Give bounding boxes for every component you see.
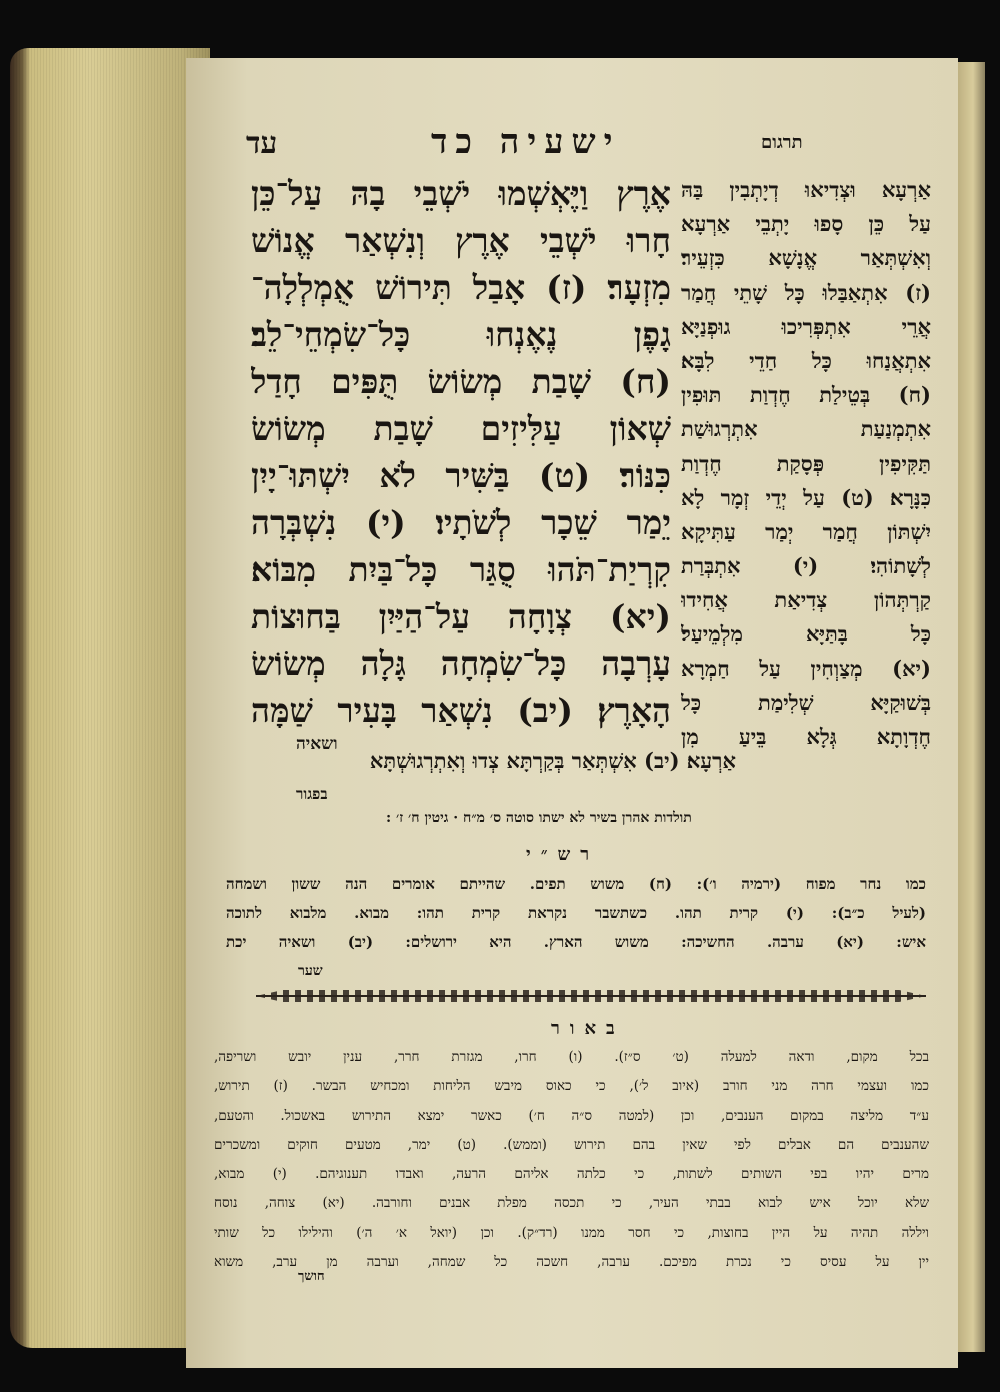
catchword-main: ושאיה (296, 734, 338, 754)
hebrew-line: עָרְבָה כָּל־שִׂמְחָה גָּלָה מְשׂוֹשׂ (251, 644, 671, 683)
hebrew-text-column (251, 170, 671, 734)
hebrew-line: חָרוּ יֹשְׁבֵי אֶרֶץ וְנִשְׁאַר אֱנוֹשׁ (251, 221, 671, 260)
catchword-biur: חושך (298, 1269, 325, 1284)
targum-line: אַרְעָא וּצְדִיאוּ דְיָתְבִין בַּהּ (681, 177, 931, 202)
rashi-commentary (226, 870, 926, 957)
targum-line: (ז) אִתְאַבַּלוּ כָּל שָׁתֵי חֲמַר (681, 279, 931, 305)
hebrew-line: מִזְעָר׃ (ז) אָבַל תִּירוֹשׁ אֻמְלְלָה־ (251, 268, 671, 307)
page-number: עד (246, 126, 278, 161)
toldot-aharon-line: תולדות אהרן בשיר לא ישתו סוטה ס׳ מ״ח · גיטין ח׳ ז׳ : (386, 810, 692, 826)
targum-line: חֶדְוָתָא גְּלָא בֵּיעַ מִן (681, 724, 931, 749)
targum-line: אֲרֵי אִתְפְּרִיכוּ גוּפְנַיָּא (681, 313, 931, 339)
biur-line: שלא יוכל איש לבוא בבתי העיר, כי תכסה מפלת אבנים וחורבה. (יא) צוחה, נוסח (214, 1195, 929, 1212)
hebrew-line: (יא) צְוָחָה עַל־הַיַּיִן בַּחוּצוֹת (251, 597, 671, 636)
targum-line: (יא) מְצַוְחִין עַל חַמְרָא (681, 655, 931, 681)
targum-line: תַּקִּיפִין פְּסָקַת חֶדְוַת (681, 450, 931, 476)
targum-line: יִשְׁתּוֹן חֲמַר יְמַר עַתִּיקָא (681, 518, 931, 544)
biur-heading: באור (551, 1018, 625, 1039)
rashi-heading: רש״י (526, 844, 600, 865)
biur-line: יין על עסיס כי נכרת מפיכם. ערבה, חשכה כל שמחה, וערבה מן ערב, משוא (214, 1254, 929, 1271)
targum-line: לְשָׁתוֹהִי׃ (י) אִתְבְּרַת (681, 553, 931, 579)
targum-line: וְאִשְׁתְּאַר אֱנָשָׁא כִּזְעֵיר׃ (681, 245, 931, 271)
next-page-edge (955, 62, 985, 1352)
targum-line: עַל כֵּן סָפוּ יָתְבֵי אַרְעָא (681, 211, 931, 237)
biur-line: בכל מקום, ודאה למעלה (ט׳ ס״ז). (ו) חרו, מגזרת חרר, ענין יובש ושריפה, (214, 1049, 929, 1065)
targum-column (681, 173, 931, 754)
rashi-line: כמו נחר מפוח (ירמיה ו׳): (ח) משוש תפים. שהייתם אומרים הנה ששון ושמחה (226, 875, 926, 893)
hebrew-line: כִּנּוֹר׃ (ט) בַּשִּׁיר לֹא יִשְׁתּוּ־יָיִן (251, 456, 671, 495)
book-page (186, 58, 958, 1368)
targum-line: כָּל בָּתַּיָּא מִלְמֵיעַל׃ (681, 621, 931, 647)
targum-line: קַרְתְּהוֹן צְדִיאַת אֲחִידוּ (681, 587, 931, 613)
hebrew-line: יֵמַר שֵׁכָר לְשֹׁתָיו׃ (י) נִשְׁבְּרָה (251, 503, 671, 542)
targum-column-label: תרגום (761, 132, 803, 153)
hebrew-line: (ח) שָׁבַת מְשׂוֹשׂ תֻּפִּים חָדַל (251, 362, 671, 401)
biur-line: כמו ועצמי חרה מני חורב (איוב ל׳), כי כאוס מיבש הליחות ומכחיש הבשר. (ז) תירוש, (214, 1078, 929, 1095)
targum-line: אִתְמְנַעַת אִתְרְגוּשַׁת (681, 416, 931, 442)
catchword-targum: בפגור (296, 785, 328, 803)
biur-commentary (214, 1043, 929, 1277)
targum-last-line: אַרְעָא׃ (יב) אִשְׁתְּאַר בְּקַרְתָּא צְדוּ וְאִתְרְגוּשְׁתָּא (369, 748, 736, 773)
targum-line: בְּשׁוּקַיָּא שְׁלִימַת כָּל (681, 689, 931, 715)
hebrew-line: גָפֶן נֶאֶנְחוּ כָּל־שִׂמְחֵי־לֵב׃ (251, 315, 671, 354)
ornamental-divider (256, 990, 926, 1002)
targum-line: (ח) בְּטֵילַת חֶדְוַת תּוּפִין (681, 382, 931, 408)
hebrew-line: קִרְיַת־תֹּהוּ סֻגַּר כָּל־בַּיִת מִבּוֹא׃ (251, 550, 671, 589)
biur-line: מרים יהיו בפי השותים לשתות, כי כלתה אליהם הרעה, ואבדו תענוגיהם. (י) מבוא, (214, 1166, 929, 1183)
running-title: ישעיה כד (431, 122, 621, 162)
targum-line: כִּנָּרָא׃ (ט) עַל יְדֵי זְמָר לָא (681, 484, 931, 510)
catchword-rashi: שער (298, 963, 323, 979)
biur-line: ויללה תהיה על היין בחוצות, כי חסר ממנו (רד״ק). וכן (יואל א׳ ה׳) והילילו כל שותי (214, 1224, 929, 1241)
hebrew-line: שְׁאוֹן עַלִּיזִים שָׁבַת מְשׂוֹשׂ (251, 409, 671, 448)
rashi-line: איש: (יא) ערבה. החשיכה: משוש הארץ. היא ירושלים: (יב) ושאיה יכת (226, 933, 926, 951)
book-page-edges (10, 48, 210, 1348)
targum-line: אִתְאֲנַחוּ כָּל חַדֵי לִבָּא׃ (681, 347, 931, 373)
hebrew-line: אֶרֶץ וַיֶּאְשְׁמוּ יֹשְׁבֵי בָהּ עַל־כֵּן (251, 174, 671, 213)
rashi-line: (לעיל כ״ב): (י) קרית תהו. כשתשבר נקראת קרית תהו: מבוא. מלבוא לתוכה (226, 904, 926, 922)
biur-line: שהענבים הם אבלים לפי שאין בהם תירוש (וממש). (ט) ימר, מטעים חוקים ומשכרים (214, 1136, 929, 1153)
hebrew-line: הָאָרֶץ׃ (יב) נִשְׁאַר בָּעִיר שַׁמָּה (251, 691, 671, 730)
biur-line: ע״ד מליצה במקום הענבים, וכן (למטה ס״ה ח׳) כאשר ימצא התירוש באשכול. והטעם, (214, 1107, 929, 1124)
